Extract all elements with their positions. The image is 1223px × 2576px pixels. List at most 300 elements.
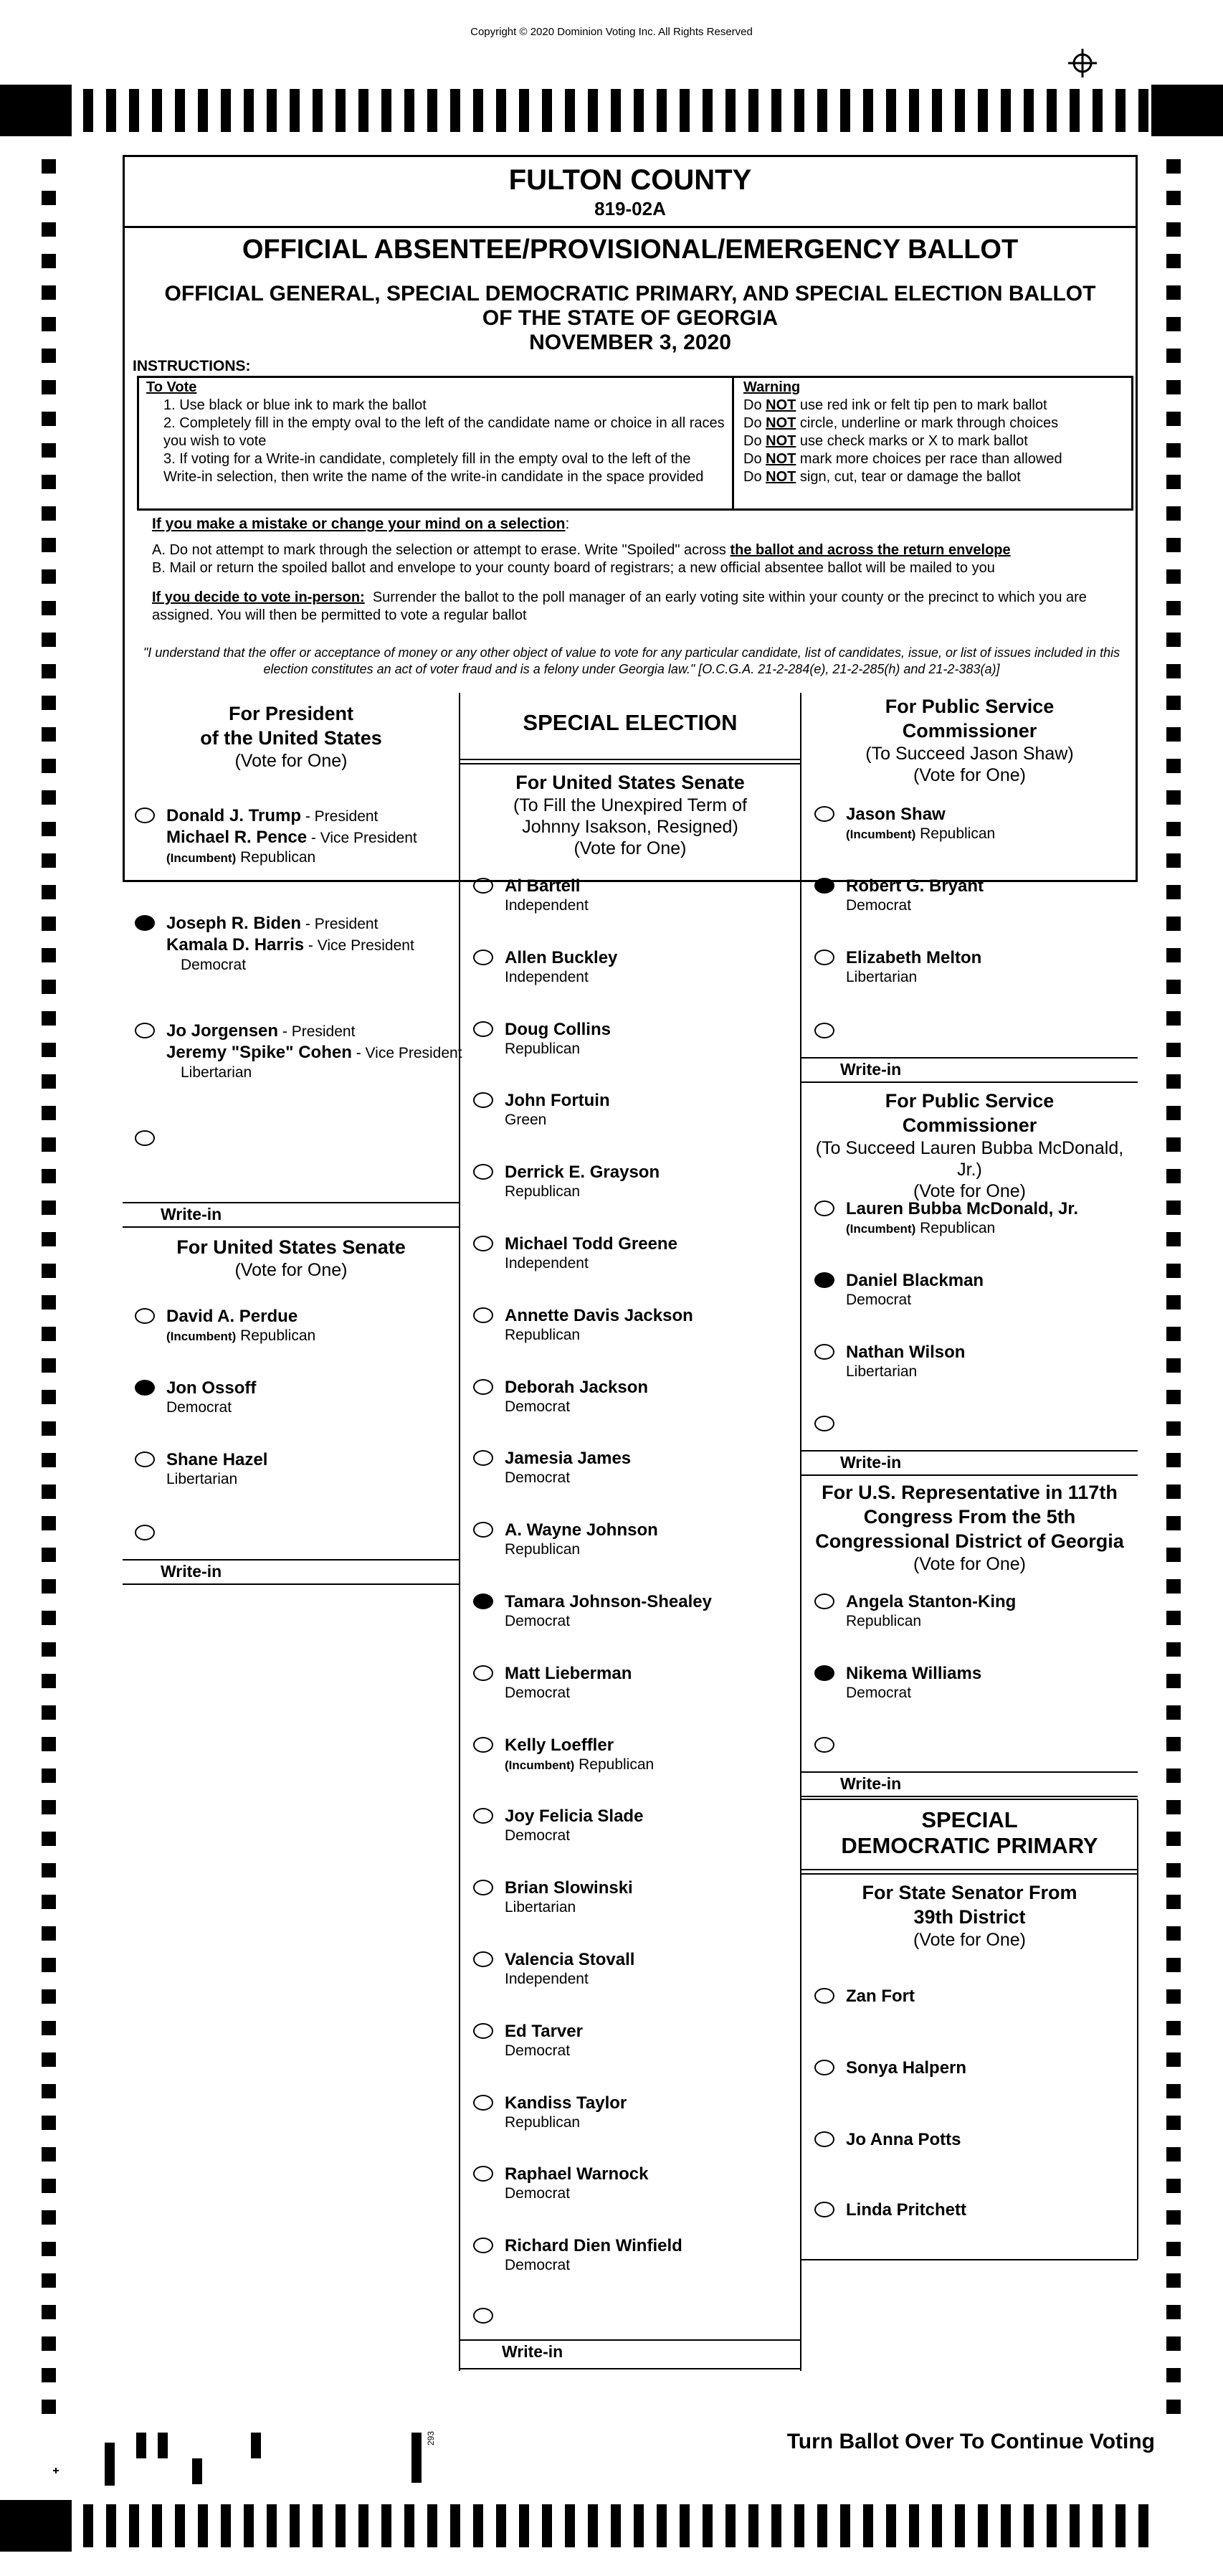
candidate-option[interactable] (473, 1878, 789, 1921)
side-timing-mark (1166, 1863, 1181, 1877)
candidate-name: Lauren Bubba McDonald, Jr. (846, 1199, 1079, 1218)
race-special-senate-sub-1: (To Fill the Unexpired Term of (513, 795, 748, 815)
president-write-in-option[interactable] (135, 1129, 163, 1150)
candidate-option[interactable] (135, 806, 457, 875)
timing-bar (244, 89, 254, 132)
side-timing-mark (42, 1106, 56, 1120)
empty-oval[interactable] (473, 2238, 493, 2253)
side-timing-mark (1166, 1895, 1181, 1909)
side-timing-mark (42, 1201, 56, 1215)
candidate-option[interactable] (814, 1343, 1130, 1386)
side-timing-mark (1166, 727, 1181, 742)
race-us-rep-title-line-2: Congress From the 5th (863, 1506, 1076, 1528)
race-us-rep-vote-for: (Vote for One) (913, 1554, 1027, 1574)
candidate-option[interactable] (473, 1091, 789, 1134)
president-race-bottom-line (123, 1226, 460, 1228)
timing-bar (1093, 89, 1103, 132)
candidate-option[interactable] (814, 1664, 1130, 1707)
filled-oval[interactable] (135, 1380, 155, 1396)
empty-oval[interactable] (814, 1988, 834, 2004)
timing-bar (680, 2504, 690, 2547)
us-rep-race-bottom-line (801, 1796, 1138, 1797)
side-timing-mark (42, 1074, 56, 1089)
candidate-option[interactable] (135, 1450, 450, 1493)
plus-mark-v (55, 2468, 57, 2473)
candidate-option[interactable] (473, 2093, 789, 2136)
candidate-option[interactable] (814, 2200, 1130, 2243)
county-name: FULTON COUNTY (508, 164, 752, 196)
president-write-in-line[interactable] (123, 1202, 460, 1203)
timing-bar (611, 89, 621, 132)
write-in-oval[interactable] (814, 1416, 834, 1431)
write-in-oval[interactable] (814, 1737, 834, 1753)
side-timing-mark (1166, 285, 1181, 300)
subtitle-line-2: OF THE STATE OF GEORGIA (482, 306, 779, 330)
timing-bar (175, 2504, 185, 2547)
timing-bar (909, 89, 919, 132)
candidate-party: Democrat (166, 1399, 232, 1416)
side-timing-mark (42, 2021, 56, 2035)
psc-mcdonald-write-in-label: Write-in (840, 1453, 902, 1472)
timing-bar (588, 2504, 598, 2547)
candidate-party: (Incumbent) Republican (846, 1220, 996, 1236)
timing-bar (519, 2504, 529, 2547)
empty-oval[interactable] (814, 2131, 834, 2147)
side-timing-mark (42, 2147, 56, 2161)
timing-bar (680, 89, 690, 132)
to-vote-instructions (139, 378, 734, 508)
side-timing-mark (1166, 1768, 1181, 1783)
candidate-option[interactable] (473, 1020, 789, 1063)
side-timing-mark (42, 1421, 56, 1436)
timing-bar (794, 89, 804, 132)
id-mark (411, 2433, 422, 2483)
side-timing-mark (1166, 2084, 1181, 2098)
candidate-party: Libertarian (846, 969, 918, 985)
warning-heading: Warning (743, 379, 801, 395)
side-timing-mark (42, 1674, 56, 1688)
candidate-option[interactable] (814, 1592, 1130, 1635)
side-timing-mark (42, 601, 56, 615)
timing-block-right (1151, 85, 1223, 136)
empty-oval[interactable] (135, 808, 155, 823)
timing-bar (221, 89, 231, 132)
mistake-heading-text: If you make a mistake or change your mind on a selection (152, 516, 566, 532)
candidate-option[interactable] (473, 1806, 789, 1850)
candidate-name: John Fortuin (505, 1091, 610, 1111)
empty-oval[interactable] (473, 1236, 493, 1251)
state-senator-race-bottom-line (801, 2259, 1138, 2260)
warning-instructions (736, 378, 1131, 508)
candidate-party: Republican (846, 1613, 922, 1629)
side-timing-mark (1166, 1642, 1181, 1657)
candidate-party: Republican (505, 1326, 581, 1343)
candidate-party: Democrat (505, 1684, 571, 1701)
candidate-name: Deborah Jackson (505, 1377, 649, 1397)
side-timing-mark (1166, 664, 1181, 678)
empty-oval[interactable] (814, 1201, 834, 1216)
mistake-heading: If you make a mistake or change your mind on a selection: (152, 516, 570, 532)
side-timing-mark (1166, 1295, 1181, 1310)
side-timing-mark (1166, 2210, 1181, 2225)
side-timing-mark (42, 1989, 56, 2004)
id-mark (192, 2458, 202, 2484)
county-block (125, 157, 1136, 228)
empty-oval[interactable] (473, 2166, 493, 2182)
us-rep-write-in-line[interactable] (801, 1771, 1138, 1773)
side-timing-mark (42, 1737, 56, 1751)
timing-bar (611, 2504, 621, 2547)
empty-oval[interactable] (473, 1021, 493, 1037)
candidate-party: Democrat (846, 897, 912, 914)
empty-oval[interactable] (473, 1092, 493, 1108)
empty-oval[interactable] (814, 950, 834, 965)
side-timing-mark (42, 2400, 56, 2414)
candidate-option[interactable] (135, 1307, 450, 1350)
side-timing-mark (1166, 1327, 1181, 1341)
race-psc-mcdonald-vote-for: (Vote for One) (913, 1181, 1027, 1201)
timing-bar (840, 2504, 850, 2547)
candidate-name: Jon Ossoff (166, 1378, 257, 1398)
candidate-party: Libertarian (181, 1064, 252, 1081)
candidate-party: Independent (505, 1971, 589, 1987)
filled-oval[interactable] (814, 1665, 834, 1681)
side-timing-mark (1166, 917, 1181, 931)
timing-bar (267, 2504, 277, 2547)
candidate-name: Doug Collins (505, 1019, 611, 1039)
incumbent-tag: (Incumbent) (166, 1330, 237, 1343)
in-person-text: Surrender the ballot to the poll manager of an early voting site within your county or the precinct to which you are assigned. You will then be permitted to vote a regular ballot (152, 589, 1087, 623)
candidate-party: Democrat (505, 1613, 571, 1629)
us-rep-write-in-label: Write-in (840, 1774, 902, 1793)
empty-oval[interactable] (135, 1308, 155, 1324)
candidate-option[interactable] (473, 1950, 789, 1993)
candidate-option[interactable] (135, 914, 457, 982)
timing-bar (932, 2504, 942, 2547)
candidate-name: Shane Hazel (166, 1450, 268, 1469)
special-primary-heading-line-1: SPECIAL (921, 1807, 1018, 1832)
timing-bar (725, 2504, 736, 2547)
timing-bar (542, 2504, 552, 2547)
to-vote-step-2 (146, 415, 725, 450)
side-timing-mark (1166, 538, 1181, 552)
side-timing-mark (1166, 222, 1181, 237)
empty-oval[interactable] (473, 1379, 493, 1395)
side-timing-mark (42, 254, 56, 268)
race-president-title-line-1: For President (228, 703, 354, 724)
candidate-party: Democrat (505, 1827, 571, 1845)
psc-shaw-write-in-line[interactable] (801, 1057, 1138, 1059)
ballot-code: 819-02A (594, 198, 666, 219)
us-senate-write-in-option[interactable] (135, 1523, 163, 1545)
side-timing-mark (1166, 2021, 1181, 2035)
empty-oval[interactable] (473, 1880, 493, 1895)
timing-bar (336, 2504, 346, 2547)
side-timing-mark (1166, 443, 1181, 458)
timing-bar (817, 89, 827, 132)
special-senate-write-in-line[interactable] (460, 2339, 800, 2341)
ballot-type-title: OFFICIAL ABSENTEE/PROVISIONAL/EMERGENCY BALLOT (242, 235, 1019, 265)
timing-bar (565, 2504, 575, 2547)
candidate-party: Democrat (505, 1398, 571, 1415)
empty-oval[interactable] (814, 2202, 834, 2217)
timing-bar (634, 89, 644, 132)
timing-bar (175, 89, 185, 132)
side-timing-mark (42, 1926, 56, 1941)
candidate-option[interactable] (814, 876, 1130, 919)
psc-shaw-write-in-option[interactable] (814, 1021, 843, 1043)
candidate-option[interactable] (814, 1987, 1130, 2030)
candidate-option[interactable] (135, 1021, 462, 1090)
filled-oval[interactable] (814, 878, 834, 894)
side-timing-mark (1166, 380, 1181, 394)
race-us-rep-title (801, 1480, 1138, 1553)
side-timing-mark (42, 1390, 56, 1404)
timing-bar (634, 2504, 644, 2547)
ballot-id-marks (43, 2417, 444, 2489)
timing-bar (152, 89, 162, 132)
candidate-name-president: Jo Jorgensen - President (166, 1021, 356, 1041)
candidate-option[interactable] (473, 1378, 789, 1421)
candidate-party: (Incumbent) Republican (166, 1327, 316, 1344)
timing-bar (840, 89, 850, 132)
candidate-party: (Incumbent) Republican (846, 825, 996, 842)
side-timing-marks-left (42, 159, 56, 2411)
candidate-option[interactable] (814, 2130, 1130, 2173)
us-senate-write-in-label: Write-in (161, 1562, 222, 1581)
special-senate-write-in-option[interactable] (473, 2306, 502, 2328)
special-election-divider-1 (460, 759, 800, 760)
timing-bar (427, 2504, 437, 2547)
side-timing-mark (1166, 1390, 1181, 1404)
side-timing-mark (42, 1642, 56, 1657)
candidate-option[interactable] (814, 1271, 1130, 1314)
timing-bar (106, 2504, 116, 2547)
race-state-senator-title (801, 1880, 1138, 1929)
side-timing-mark (42, 2179, 56, 2193)
side-timing-mark (42, 349, 56, 363)
candidate-option[interactable] (814, 1199, 1130, 1242)
candidate-option[interactable] (473, 1520, 789, 1563)
id-mark (158, 2433, 168, 2458)
race-psc-mcdonald-sub: (To Succeed Lauren Bubba McDonald, Jr.) (815, 1138, 1124, 1180)
us-rep-write-in-option[interactable] (814, 1736, 843, 1757)
filled-oval[interactable] (814, 1272, 834, 1288)
empty-oval[interactable] (473, 1450, 493, 1466)
candidate-option[interactable] (473, 2022, 789, 2065)
timing-bar (955, 2504, 965, 2547)
filled-oval[interactable] (135, 915, 155, 931)
candidate-name: Jason Shaw (846, 805, 946, 824)
side-timing-mark (42, 1863, 56, 1877)
candidate-option[interactable] (473, 1234, 789, 1277)
side-timing-mark (42, 1327, 56, 1341)
candidate-option[interactable] (473, 2236, 789, 2279)
side-timing-mark (42, 222, 56, 237)
empty-oval[interactable] (473, 1737, 493, 1753)
copyright-notice: Copyright © 2020 Dominion Voting Inc. All Rights Reserved (470, 26, 753, 38)
empty-oval[interactable] (473, 950, 493, 965)
empty-oval[interactable] (814, 806, 834, 822)
candidate-option[interactable] (473, 948, 789, 991)
to-vote-step-1: 1. Use black or blue ink to mark the ballot (163, 397, 427, 413)
race-state-senator-vote-for: (Vote for One) (913, 1930, 1027, 1950)
empty-oval[interactable] (473, 2095, 493, 2111)
candidate-name: Michael Todd Greene (505, 1234, 677, 1254)
timing-bar (748, 2504, 758, 2547)
empty-oval[interactable] (473, 2023, 493, 2039)
timing-bar (290, 89, 300, 132)
instructions-box (137, 376, 1133, 511)
psc-mcdonald-race-bottom-line (801, 1474, 1138, 1476)
empty-oval[interactable] (473, 1522, 493, 1538)
incumbent-tag: (Incumbent) (846, 1222, 916, 1236)
side-timing-mark (1166, 1611, 1181, 1625)
candidate-option[interactable] (473, 1306, 789, 1349)
psc-shaw-write-in-label: Write-in (840, 1060, 902, 1079)
side-timing-mark (1166, 1137, 1181, 1152)
to-vote-step-3: 3. If voting for a Write-in candidate, completely fill in the empty oval to the left of the Write-in selection, then write the name of the write-in candidate in the space provided (163, 451, 704, 485)
candidate-name: Ed Tarver (505, 2021, 583, 2041)
timing-bar (106, 89, 116, 132)
timing-bar (771, 89, 781, 132)
empty-oval[interactable] (135, 1023, 155, 1038)
write-in-oval[interactable] (814, 1023, 834, 1038)
empty-oval[interactable] (473, 1307, 493, 1323)
candidate-party: Libertarian (166, 1471, 238, 1487)
timing-bar (450, 2504, 460, 2547)
timing-bar (1047, 89, 1057, 132)
election-subtitle (125, 282, 1136, 355)
special-election-divider-2 (460, 763, 800, 764)
empty-oval[interactable] (473, 1665, 493, 1681)
candidate-option[interactable] (814, 948, 1130, 991)
side-timing-mark (42, 1484, 56, 1499)
candidate-name: Annette Davis Jackson (505, 1305, 693, 1325)
side-timing-mark (1166, 1674, 1181, 1688)
side-timing-mark (42, 443, 56, 458)
timing-track-bottom (0, 2500, 1223, 2552)
timing-bar (725, 89, 736, 132)
candidate-option[interactable] (814, 805, 1130, 848)
timing-bar (542, 89, 552, 132)
candidate-party: Democrat (846, 1292, 912, 1308)
candidate-option[interactable] (473, 1664, 789, 1707)
candidate-name: A. Wayne Johnson (505, 1520, 658, 1540)
empty-oval[interactable] (814, 2060, 834, 2075)
candidate-party: Independent (505, 968, 589, 985)
side-timing-mark (42, 1611, 56, 1625)
empty-oval[interactable] (473, 1164, 493, 1180)
side-timing-mark (1166, 1548, 1181, 1562)
candidate-option[interactable] (135, 1378, 450, 1421)
empty-oval[interactable] (135, 1452, 155, 1467)
candidate-option[interactable] (473, 1449, 789, 1492)
timing-bar (473, 2504, 483, 2547)
side-timing-mark (1166, 569, 1181, 584)
candidate-party: Libertarian (505, 1899, 576, 1916)
candidate-option[interactable] (473, 2164, 789, 2207)
race-us-senate-vote-for: (Vote for One) (234, 1260, 348, 1280)
side-timing-mark (1166, 885, 1181, 899)
filled-oval[interactable] (473, 1594, 493, 1609)
id-mark (251, 2433, 261, 2458)
candidate-name: Allen Buckley (505, 947, 618, 967)
mistake-step-a-emphasis: the ballot and across the return envelope (730, 542, 1011, 558)
race-special-senate-title: For United States Senate (515, 772, 745, 793)
empty-oval[interactable] (814, 1594, 834, 1609)
side-timing-mark (42, 412, 56, 426)
candidate-name: David A. Perdue (166, 1307, 298, 1326)
candidate-option[interactable] (473, 876, 789, 919)
empty-oval[interactable] (814, 1344, 834, 1360)
timing-bar (152, 2504, 162, 2547)
psc-mcdonald-write-in-line[interactable] (801, 1450, 1138, 1452)
side-timing-mark (1166, 159, 1181, 174)
side-timing-mark (42, 885, 56, 899)
side-timing-mark (42, 1169, 56, 1183)
empty-oval[interactable] (473, 878, 493, 894)
side-timing-mark (42, 853, 56, 868)
empty-oval[interactable] (473, 1808, 493, 1824)
empty-oval[interactable] (473, 1951, 493, 1967)
mistake-step-b: B. Mail or return the spoiled ballot and envelope to your county board of registrars; a new official absentee ballot will be mailed to you (152, 560, 995, 576)
warning-item: Do NOT circle, underline or mark through choices (743, 415, 1059, 431)
candidate-name: Joy Felicia Slade (505, 1806, 644, 1827)
side-timing-mark (1166, 317, 1181, 331)
side-timing-mark (42, 2368, 56, 2382)
candidate-name: Valencia Stovall (505, 1950, 635, 1969)
timing-bar (1070, 2504, 1080, 2547)
race-us-rep-title-line-3: Congressional District of Georgia (815, 1530, 1124, 1552)
id-mark (136, 2433, 146, 2458)
candidate-name: Zan Fort (846, 1987, 915, 2006)
write-in-oval[interactable] (473, 2308, 493, 2324)
candidate-option[interactable] (473, 1162, 789, 1206)
candidate-option[interactable] (473, 1736, 789, 1779)
candidate-name: Daniel Blackman (846, 1271, 984, 1290)
timing-bar (978, 89, 988, 132)
race-president (123, 701, 460, 772)
subtitle-line-1: OFFICIAL GENERAL, SPECIAL DEMOCRATIC PRIMARY, AND SPECIAL ELECTION BALLOT (164, 282, 1096, 306)
race-psc-shaw-title-line-1: For Public Service (885, 696, 1055, 717)
us-senate-write-in-line[interactable] (123, 1559, 460, 1561)
candidate-option[interactable] (814, 2058, 1130, 2101)
us-senate-race-bottom-line (123, 1583, 460, 1585)
legal-notice: "I understand that the offer or acceptance of money or any other object of value to vote for any particular candidate, list of candidates, issue, or list of issues included in this election constitutes an act of voter fraud and is a felony under Georgia law." [O.C.G.A. 21-2-284(e), 21-2-285(h) and 21-2-383(a)] (143, 645, 1120, 676)
candidate-party: Republican (505, 1541, 581, 1558)
psc-mcdonald-write-in-option[interactable] (814, 1414, 843, 1436)
candidate-name: Sonya Halpern (846, 2058, 967, 2078)
timing-bar (1138, 2504, 1148, 2547)
write-in-oval[interactable] (135, 1525, 155, 1540)
side-timing-mark (1166, 1358, 1181, 1373)
timing-bar (1115, 2504, 1126, 2547)
candidate-name: Richard Dien Winfield (505, 2236, 682, 2256)
side-timing-mark (1166, 2336, 1181, 2351)
candidate-name: Matt Lieberman (505, 1663, 632, 1683)
candidate-option[interactable] (473, 1592, 789, 1635)
side-timing-mark (42, 1800, 56, 1814)
write-in-oval[interactable] (135, 1130, 155, 1146)
timing-bar (1093, 2504, 1103, 2547)
race-president-title-line-2: of the United States (200, 727, 382, 749)
timing-bar (473, 89, 483, 132)
to-vote-step-2-text: 2. Completely fill in the empty oval to the left of the candidate name or choice in all races you wish to vote (163, 415, 725, 449)
side-timing-mark (42, 1232, 56, 1246)
side-timing-mark (1166, 980, 1181, 994)
side-timing-mark (42, 159, 56, 174)
